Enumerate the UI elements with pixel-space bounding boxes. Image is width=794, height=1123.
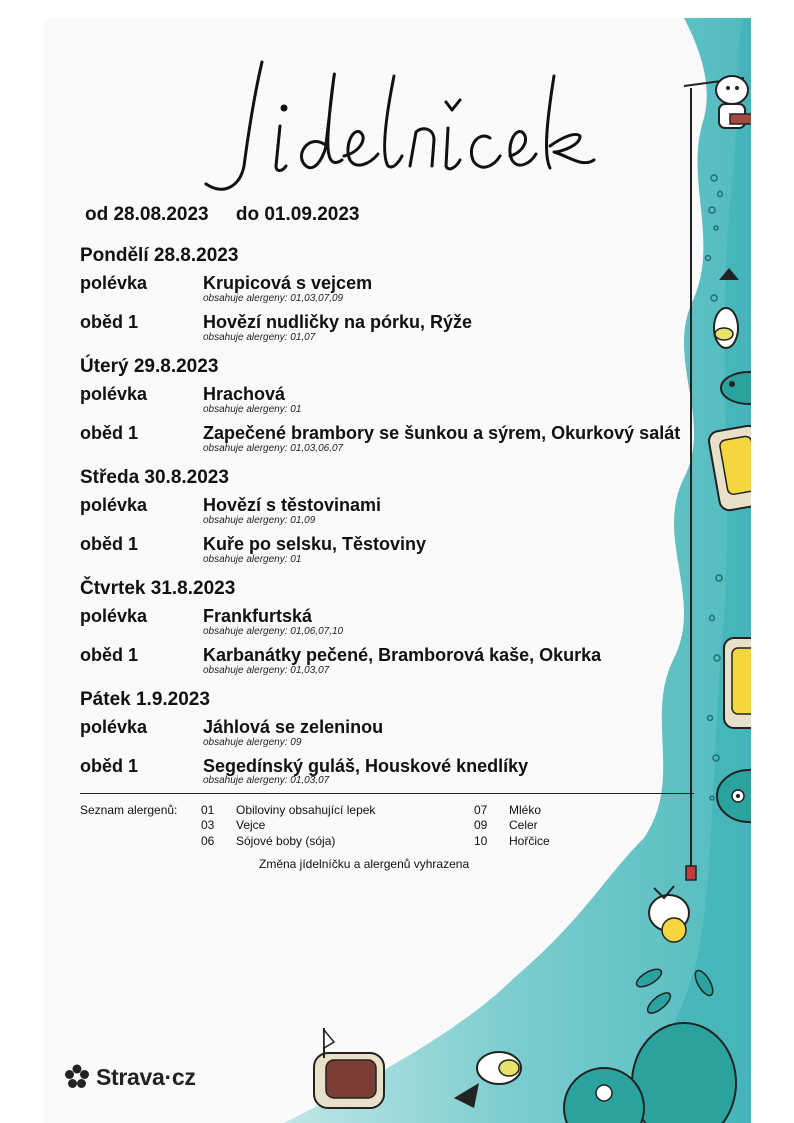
day-heading: Pondělí 28.8.2023	[80, 245, 239, 266]
menu-sheet	[44, 18, 751, 1123]
dish-name: Hrachová	[203, 384, 286, 404]
dish-allergens: obsahuje alergeny: 01,06,07,10	[203, 626, 344, 637]
divider	[80, 793, 694, 794]
dish-allergens: obsahuje alergeny: 01,03,07	[203, 775, 330, 786]
allergen-code: 07	[474, 803, 488, 817]
dish-name: Hovězí s těstovinami	[203, 495, 382, 515]
allergen-code: 03	[201, 818, 215, 832]
course-label: oběd 1	[80, 312, 139, 332]
allergen-code: 09	[474, 818, 488, 832]
allergen-code: 06	[201, 834, 215, 848]
course-label: polévka	[80, 717, 148, 737]
dish-name: Jáhlová se zeleninou	[203, 717, 384, 737]
dish-name: Segedínský guláš, Houskové knedlíky	[203, 756, 529, 776]
title-lettering	[184, 56, 624, 206]
course-label: oběd 1	[80, 423, 139, 443]
sardine-boat-icon	[314, 1028, 384, 1108]
day-heading: Středa 30.8.2023	[80, 467, 229, 488]
course-label: oběd 1	[80, 756, 139, 776]
dish-allergens: obsahuje alergeny: 01,03,06,07	[203, 443, 344, 454]
dish-allergens: obsahuje alergeny: 01,03,07	[203, 665, 330, 676]
dish-name: Zapečené brambory se šunkou a sýrem, Okurkový salát	[203, 423, 681, 443]
dish-allergens: obsahuje alergeny: 01,07	[203, 332, 316, 343]
dish-allergens: obsahuje alergeny: 01,09	[203, 515, 316, 526]
sardine-can-icon-2	[724, 638, 751, 728]
allergen-name: Hořčice	[509, 834, 550, 848]
course-label: oběd 1	[80, 534, 139, 554]
course-label: polévka	[80, 495, 148, 515]
change-notice: Změna jídelníčku a alergenů vyhrazena	[259, 857, 470, 871]
dish-name: Krupicová s vejcem	[203, 273, 373, 293]
course-label: polévka	[80, 273, 148, 293]
brand-logo[interactable]	[64, 1063, 196, 1091]
course-label: polévka	[80, 606, 148, 626]
dish-name: Frankfurtská	[203, 606, 313, 626]
dish-name: Kuře po selsku, Těstoviny	[203, 534, 427, 554]
day-heading: Čtvrtek 31.8.2023	[80, 578, 236, 599]
course-label: polévka	[80, 384, 148, 404]
dish-allergens: obsahuje alergeny: 01	[203, 404, 302, 415]
course-label: oběd 1	[80, 645, 139, 665]
dish-name: Hovězí nudličky na pórku, Rýže	[203, 312, 473, 332]
allergen-name: Vejce	[236, 818, 266, 832]
allergen-code: 10	[474, 834, 488, 848]
allergen-list-heading: Seznam alergenů:	[80, 803, 178, 817]
date-range	[85, 204, 381, 226]
brand-name: Strava·cz	[96, 1063, 196, 1090]
dish-allergens: obsahuje alergeny: 01,03,07,09	[203, 293, 344, 304]
date-from: od 28.08.2023	[85, 204, 209, 225]
dish-name: Karbanátky pečené, Bramborová kaše, Okurka	[203, 645, 602, 665]
dish-allergens: obsahuje alergeny: 09	[203, 737, 302, 748]
allergen-name: Mléko	[509, 803, 542, 817]
allergen-name: Celer	[509, 818, 538, 832]
allergen-name: Sójové boby (sója)	[236, 834, 336, 848]
day-heading: Úterý 29.8.2023	[80, 356, 219, 377]
allergen-code: 01	[201, 803, 215, 817]
allergen-name: Obiloviny obsahující lepek	[236, 803, 376, 817]
date-to: do 01.09.2023	[235, 204, 360, 225]
day-heading: Pátek 1.9.2023	[80, 689, 210, 710]
dish-allergens: obsahuje alergeny: 01	[203, 554, 302, 565]
flower-logo-icon	[64, 1064, 90, 1090]
